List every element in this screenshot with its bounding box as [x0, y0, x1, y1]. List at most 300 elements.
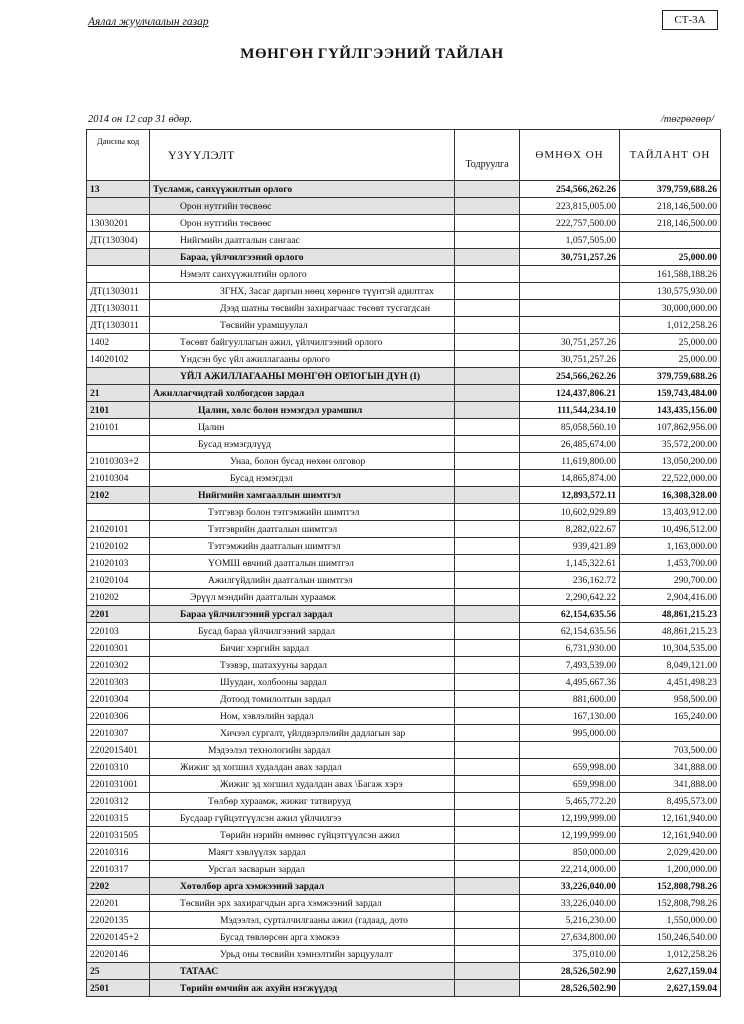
row-code-cell: 22010302	[87, 657, 150, 674]
row-code-cell: 2501	[87, 980, 150, 997]
row-indicator-cell: Ном, хэвлэлийн зардал	[150, 708, 455, 725]
row-code-cell: ДТ(1303011	[87, 283, 150, 300]
row-previous-year-cell: 254,566,262.26	[520, 368, 620, 385]
row-indicator-cell: Бусад нэмэгдэл	[150, 470, 455, 487]
row-indicator-cell: Нийгмийн хамгааллын шимтгэл	[150, 487, 455, 504]
row-current-year-cell: 341,888.00	[620, 776, 721, 793]
row-indicator-cell: Урсгал засварын зардал	[150, 861, 455, 878]
table-row	[87, 929, 721, 946]
row-code-cell: 210101	[87, 419, 150, 436]
row-code-cell: 21020101	[87, 521, 150, 538]
row-note-cell	[455, 283, 520, 300]
row-code-cell: 21020103	[87, 555, 150, 572]
row-code-cell: 2202	[87, 878, 150, 895]
row-indicator-cell: Бусад төвлөрсөн арга хэмжээ	[150, 929, 455, 946]
row-current-year-cell: 1,163,000.00	[620, 538, 721, 555]
row-current-year-cell: 703,500.00	[620, 742, 721, 759]
row-code-cell: 21010304	[87, 470, 150, 487]
row-indicator-cell: Хичээл сургалт, үйлдвэрлэлийн дадлагын зар	[150, 725, 455, 742]
row-previous-year-cell: 4,495,667.36	[520, 674, 620, 691]
row-note-cell	[455, 878, 520, 895]
row-current-year-cell: 48,861,215.23	[620, 623, 721, 640]
row-note-cell	[455, 300, 520, 317]
table-row	[87, 215, 721, 232]
row-indicator-cell: Орон нутгийн төсвөөс	[150, 215, 455, 232]
currency-unit: /төгрөгөөр/	[660, 114, 714, 125]
table-row	[87, 844, 721, 861]
row-indicator-cell: Ажиллагчидтай холбогдсон зардал	[150, 385, 455, 402]
row-note-cell	[455, 793, 520, 810]
row-note-cell	[455, 963, 520, 980]
row-indicator-cell: Ажилгүйдлийн даатгалын шимтгэл	[150, 572, 455, 589]
table-row	[87, 436, 721, 453]
row-indicator-cell: Хөтөлбөр арга хэмжээний зардал	[150, 878, 455, 895]
table-row	[87, 895, 721, 912]
table-row	[87, 249, 721, 266]
row-note-cell	[455, 266, 520, 283]
table-row	[87, 980, 721, 997]
row-current-year-cell: 2,627,159.04	[620, 980, 721, 997]
row-current-year-cell: 10,496,512.00	[620, 521, 721, 538]
row-note-cell	[455, 538, 520, 555]
table-row	[87, 878, 721, 895]
row-note-cell	[455, 912, 520, 929]
row-current-year-cell: 159,743,484.00	[620, 385, 721, 402]
row-current-year-cell: 161,588,188.26	[620, 266, 721, 283]
row-indicator-cell: Үндсэн бус үйл ажиллагааны орлого	[150, 351, 455, 368]
row-code-cell	[87, 368, 150, 385]
report-date: 2014 он 12 сар 31 өдөр.	[88, 114, 193, 125]
row-current-year-cell: 379,759,688.26	[620, 368, 721, 385]
row-note-cell	[455, 640, 520, 657]
row-current-year-cell: 218,146,500.00	[620, 198, 721, 215]
row-note-cell	[455, 861, 520, 878]
row-note-cell	[455, 249, 520, 266]
table-row	[87, 181, 721, 198]
row-indicator-cell: Жижиг эд хогшил худалдан авах \Багаж хэрэ	[150, 776, 455, 793]
row-previous-year-cell: 85,058,560.10	[520, 419, 620, 436]
row-previous-year-cell: 167,130.00	[520, 708, 620, 725]
row-note-cell	[455, 555, 520, 572]
row-previous-year-cell: 7,493,539.00	[520, 657, 620, 674]
row-current-year-cell: 130,575,930.00	[620, 283, 721, 300]
row-indicator-cell: ЗГНХ, Засаг даргын нөөц хөрөнгө түүнтэй адилтгах	[150, 283, 455, 300]
row-note-cell	[455, 606, 520, 623]
row-code-cell: 22020145+2	[87, 929, 150, 946]
row-note-cell	[455, 810, 520, 827]
row-code-cell: 220103100​1	[87, 776, 150, 793]
row-previous-year-cell: 28,526,502.90	[520, 963, 620, 980]
row-code-cell: ДТ(1303011	[87, 300, 150, 317]
row-previous-year-cell: 11,619,800.00	[520, 453, 620, 470]
table-header-row	[87, 130, 721, 181]
table-row	[87, 912, 721, 929]
table-row	[87, 487, 721, 504]
column-header-current-year: ТАЙЛАНТ ОН	[620, 130, 721, 181]
row-current-year-cell: 165,240.00	[620, 708, 721, 725]
row-note-cell	[455, 402, 520, 419]
table-row	[87, 351, 721, 368]
row-indicator-cell: Бичиг хэргийн зардал	[150, 640, 455, 657]
row-note-cell	[455, 215, 520, 232]
row-code-cell: 220201	[87, 895, 150, 912]
row-code-cell: 22010317	[87, 861, 150, 878]
row-current-year-cell: 218,146,500.00	[620, 215, 721, 232]
row-current-year-cell	[620, 725, 721, 742]
row-code-cell	[87, 249, 150, 266]
row-indicator-cell: Төсөвт байгууллагын ажил, үйлчилгээний орлого	[150, 334, 455, 351]
row-previous-year-cell	[520, 300, 620, 317]
row-previous-year-cell: 659,998.00	[520, 776, 620, 793]
row-previous-year-cell: 939,421.89	[520, 538, 620, 555]
row-code-cell: 2101	[87, 402, 150, 419]
table-row	[87, 691, 721, 708]
form-code-box: СТ-3А	[662, 10, 718, 30]
row-indicator-cell: Бусдаар гүйцэтгүүлсэн ажил үйлчилгээ	[150, 810, 455, 827]
table-row	[87, 623, 721, 640]
row-previous-year-cell: 6,731,930.00	[520, 640, 620, 657]
row-code-cell: 2202015401	[87, 742, 150, 759]
row-current-year-cell: 1,200,000.00	[620, 861, 721, 878]
organization-name: Аялал жуулчлалын газар	[88, 16, 209, 28]
row-note-cell	[455, 334, 520, 351]
row-previous-year-cell: 12,893,572.11	[520, 487, 620, 504]
row-previous-year-cell: 5,216,230.00	[520, 912, 620, 929]
row-previous-year-cell: 30,751,257.26	[520, 351, 620, 368]
row-current-year-cell: 1,453,700.00	[620, 555, 721, 572]
row-note-cell	[455, 198, 520, 215]
table-row	[87, 759, 721, 776]
row-current-year-cell: 22,522,000.00	[620, 470, 721, 487]
row-current-year-cell: 8,495,573.00	[620, 793, 721, 810]
row-indicator-cell: Нийгмийн даатгалын сангаас	[150, 232, 455, 249]
row-note-cell	[455, 385, 520, 402]
row-current-year-cell: 2,627,159.04	[620, 963, 721, 980]
row-previous-year-cell: 8,282,022.67	[520, 521, 620, 538]
row-indicator-cell: Төсвийн урамшуулал	[150, 317, 455, 334]
row-note-cell	[455, 742, 520, 759]
row-indicator-cell: Мэдээлэл технологийн зардал	[150, 742, 455, 759]
table-row	[87, 810, 721, 827]
row-previous-year-cell: 12,199,999.00	[520, 810, 620, 827]
table-row	[87, 385, 721, 402]
row-current-year-cell: 10,304,535.00	[620, 640, 721, 657]
row-note-cell	[455, 674, 520, 691]
row-indicator-cell: Тээвэр, шатахууны зардал	[150, 657, 455, 674]
row-indicator-cell: Тусламж, санхүүжилтын орлого	[150, 181, 455, 198]
row-code-cell: 14020102	[87, 351, 150, 368]
row-note-cell	[455, 317, 520, 334]
row-previous-year-cell: 10,602,929.89	[520, 504, 620, 521]
row-indicator-cell: ҮЙЛ АЖИЛЛАГААНЫ МӨНГӨН ОРЛОГЫН ДҮН (I)	[150, 368, 455, 385]
table-row	[87, 555, 721, 572]
table-row	[87, 368, 721, 385]
row-current-year-cell: 143,435,156.00	[620, 402, 721, 419]
table-row	[87, 725, 721, 742]
table-row	[87, 266, 721, 283]
row-indicator-cell: Төрийн нэрийн өмнөөс гүйцэтгүүлсэн ажил	[150, 827, 455, 844]
row-previous-year-cell	[520, 317, 620, 334]
row-previous-year-cell: 1,145,322.61	[520, 555, 620, 572]
row-indicator-cell: Төсвийн эрх захирагчдын арга хэмжээний зардал	[150, 895, 455, 912]
row-indicator-cell: Жижиг эд хогшил худалдан авах зардал	[150, 759, 455, 776]
row-indicator-cell: Бараа, үйлчилгээний орлого	[150, 249, 455, 266]
row-note-cell	[455, 181, 520, 198]
row-previous-year-cell	[520, 283, 620, 300]
table-body	[87, 181, 721, 997]
row-previous-year-cell	[520, 266, 620, 283]
row-code-cell: 22010315	[87, 810, 150, 827]
table-row	[87, 946, 721, 963]
row-previous-year-cell: 12,199,999.00	[520, 827, 620, 844]
row-previous-year-cell: 236,162.72	[520, 572, 620, 589]
row-note-cell	[455, 419, 520, 436]
row-note-cell	[455, 827, 520, 844]
row-current-year-cell: 4,451,498.23	[620, 674, 721, 691]
table-row	[87, 334, 721, 351]
row-indicator-cell: Дотоод томилолтын зардал	[150, 691, 455, 708]
row-note-cell	[455, 436, 520, 453]
column-header-code: Дансны код	[87, 130, 150, 181]
row-code-cell: 210202	[87, 589, 150, 606]
row-current-year-cell: 13,403,912.00	[620, 504, 721, 521]
row-indicator-cell: Унаа, болон бусад нөхөн олговор	[150, 453, 455, 470]
row-note-cell	[455, 895, 520, 912]
row-note-cell	[455, 232, 520, 249]
table-row	[87, 504, 721, 521]
column-header-note: Тодруулга	[455, 130, 520, 181]
row-current-year-cell: 35,572,200.00	[620, 436, 721, 453]
table-row	[87, 657, 721, 674]
row-note-cell	[455, 487, 520, 504]
row-note-cell	[455, 623, 520, 640]
row-code-cell	[87, 504, 150, 521]
row-current-year-cell: 1,550,000.00	[620, 912, 721, 929]
row-note-cell	[455, 351, 520, 368]
row-code-cell: 13	[87, 181, 150, 198]
row-previous-year-cell: 27,634,800.00	[520, 929, 620, 946]
row-previous-year-cell: 22,214,000.00	[520, 861, 620, 878]
table-row	[87, 300, 721, 317]
row-previous-year-cell: 26,485,674.00	[520, 436, 620, 453]
row-current-year-cell: 2,904,416.00	[620, 589, 721, 606]
row-previous-year-cell: 995,000.00	[520, 725, 620, 742]
row-note-cell	[455, 521, 520, 538]
row-current-year-cell: 152,808,798.26	[620, 878, 721, 895]
table-row	[87, 640, 721, 657]
row-current-year-cell: 30,000,000.00	[620, 300, 721, 317]
row-current-year-cell: 2,029,420.00	[620, 844, 721, 861]
row-current-year-cell: 25,000.00	[620, 334, 721, 351]
column-header-indicator: ҮЗҮҮЛЭЛТ	[150, 130, 455, 181]
row-current-year-cell: 958,500.00	[620, 691, 721, 708]
row-code-cell: ДТ(1303011	[87, 317, 150, 334]
row-previous-year-cell: 124,437,806.21	[520, 385, 620, 402]
row-current-year-cell: 1,012,258.26	[620, 317, 721, 334]
row-code-cell: 2201	[87, 606, 150, 623]
row-current-year-cell: 12,161,940.00	[620, 810, 721, 827]
row-code-cell	[87, 266, 150, 283]
row-note-cell	[455, 844, 520, 861]
report-title: МӨНГӨН ГҮЙЛГЭЭНИЙ ТАЙЛАН	[240, 46, 504, 62]
row-previous-year-cell: 33,226,040.00	[520, 878, 620, 895]
row-previous-year-cell	[520, 742, 620, 759]
row-previous-year-cell: 254,566,262.26	[520, 181, 620, 198]
row-code-cell: 22010312	[87, 793, 150, 810]
row-previous-year-cell: 1,057,505.00	[520, 232, 620, 249]
row-code-cell: 2201031505	[87, 827, 150, 844]
row-note-cell	[455, 759, 520, 776]
row-indicator-cell: Тэтгэвэр болон тэтгэмжийн шимтгэл	[150, 504, 455, 521]
table-row	[87, 470, 721, 487]
row-note-cell	[455, 776, 520, 793]
row-indicator-cell: Мэдээлэл, сурталчилгааны ажил (гадаад, дото	[150, 912, 455, 929]
row-current-year-cell: 13,050,200.00	[620, 453, 721, 470]
table-row	[87, 674, 721, 691]
row-indicator-cell: Бараа үйлчилгээний урсгал зардал	[150, 606, 455, 623]
row-current-year-cell: 152,808,798.26	[620, 895, 721, 912]
table-row	[87, 589, 721, 606]
row-note-cell	[455, 980, 520, 997]
row-previous-year-cell: 28,526,502.90	[520, 980, 620, 997]
row-current-year-cell: 12,161,940.00	[620, 827, 721, 844]
table-row	[87, 963, 721, 980]
row-previous-year-cell: 5,465,772.20	[520, 793, 620, 810]
row-current-year-cell: 25,000.00	[620, 351, 721, 368]
row-code-cell	[87, 198, 150, 215]
row-indicator-cell: Цалин	[150, 419, 455, 436]
row-previous-year-cell: 62,154,635.56	[520, 623, 620, 640]
row-previous-year-cell: 881,600.00	[520, 691, 620, 708]
row-code-cell: 22010306	[87, 708, 150, 725]
row-current-year-cell: 290,700.00	[620, 572, 721, 589]
column-header-previous-year: ӨМНӨХ ОН	[520, 130, 620, 181]
row-code-cell: 21010303+2	[87, 453, 150, 470]
row-indicator-cell: Бусад бараа үйлчилгээний зардал	[150, 623, 455, 640]
table-row	[87, 232, 721, 249]
row-indicator-cell: Тэтгэврийн даатгалын шимтгэл	[150, 521, 455, 538]
table-row	[87, 419, 721, 436]
row-indicator-cell: Урьд оны төсвийн хэмнэлтийн зарцуулалт	[150, 946, 455, 963]
row-note-cell	[455, 368, 520, 385]
row-code-cell: 25	[87, 963, 150, 980]
row-previous-year-cell: 111,544,234.10	[520, 402, 620, 419]
row-indicator-cell: Тэтгэмжийн даатгалын шимтгэл	[150, 538, 455, 555]
row-previous-year-cell: 14,865,874.00	[520, 470, 620, 487]
row-indicator-cell: Төрийн өмчийн аж ахуйн нэгжүүдэд	[150, 980, 455, 997]
row-indicator-cell: Орон нутгийн төсвөөс	[150, 198, 455, 215]
row-indicator-cell: Төлбөр хураамж, жижиг татвирууд	[150, 793, 455, 810]
row-indicator-cell: Цалин, хөлс болон нэмэгдэл урамшил	[150, 402, 455, 419]
row-code-cell: 21020104	[87, 572, 150, 589]
row-previous-year-cell: 30,751,257.26	[520, 334, 620, 351]
row-code-cell: 22010304	[87, 691, 150, 708]
table-row	[87, 402, 721, 419]
row-code-cell: 22010310	[87, 759, 150, 776]
row-indicator-cell: Дээд шатны төсвийн захирагчаас төсөвт тусгагдсан	[150, 300, 455, 317]
row-code-cell: 22010316	[87, 844, 150, 861]
row-current-year-cell: 107,862,956.00	[620, 419, 721, 436]
row-previous-year-cell: 33,226,040.00	[520, 895, 620, 912]
table-row	[87, 776, 721, 793]
row-code-cell: 220103	[87, 623, 150, 640]
row-code-cell: 22010303	[87, 674, 150, 691]
row-note-cell	[455, 470, 520, 487]
row-note-cell	[455, 725, 520, 742]
row-indicator-cell: Маягт хэвлүүлэх зардал	[150, 844, 455, 861]
row-code-cell: 22020135	[87, 912, 150, 929]
row-note-cell	[455, 504, 520, 521]
row-previous-year-cell: 850,000.00	[520, 844, 620, 861]
row-code-cell: 13030201	[87, 215, 150, 232]
table-row	[87, 283, 721, 300]
row-indicator-cell: ТАТААС	[150, 963, 455, 980]
row-code-cell: 21020102	[87, 538, 150, 555]
row-previous-year-cell: 659,998.00	[520, 759, 620, 776]
row-previous-year-cell: 375,010.00	[520, 946, 620, 963]
row-indicator-cell: ҮОМШ өвчний даатгалын шимтгэл	[150, 555, 455, 572]
row-previous-year-cell: 222,757,500.00	[520, 215, 620, 232]
row-current-year-cell: 341,888.00	[620, 759, 721, 776]
row-note-cell	[455, 691, 520, 708]
table-row	[87, 538, 721, 555]
row-code-cell: ДТ(130304)	[87, 232, 150, 249]
row-current-year-cell: 150,246,540.00	[620, 929, 721, 946]
row-code-cell: 21	[87, 385, 150, 402]
row-current-year-cell: 1,012,258.26	[620, 946, 721, 963]
row-code-cell: 22010307	[87, 725, 150, 742]
table-row	[87, 572, 721, 589]
table-row	[87, 606, 721, 623]
table-row	[87, 198, 721, 215]
row-note-cell	[455, 453, 520, 470]
row-code-cell: 22010301	[87, 640, 150, 657]
table-row	[87, 453, 721, 470]
row-current-year-cell: 8,049,121.00	[620, 657, 721, 674]
row-code-cell: 2102	[87, 487, 150, 504]
row-note-cell	[455, 589, 520, 606]
table-row	[87, 827, 721, 844]
row-current-year-cell: 16,308,328.00	[620, 487, 721, 504]
row-previous-year-cell: 62,154,635.56	[520, 606, 620, 623]
row-code-cell: 22020146	[87, 946, 150, 963]
row-indicator-cell: Бусад нэмэгдлүүд	[150, 436, 455, 453]
row-current-year-cell: 379,759,688.26	[620, 181, 721, 198]
row-note-cell	[455, 929, 520, 946]
row-current-year-cell: 48,861,215.23	[620, 606, 721, 623]
table-row	[87, 742, 721, 759]
table-row	[87, 521, 721, 538]
row-previous-year-cell: 2,290,642.22	[520, 589, 620, 606]
row-note-cell	[455, 657, 520, 674]
row-indicator-cell: Нэмэлт санхүүжилтийн орлого	[150, 266, 455, 283]
table-row	[87, 708, 721, 725]
row-note-cell	[455, 572, 520, 589]
row-current-year-cell: 25,000.00	[620, 249, 721, 266]
row-indicator-cell: Эрүүл мэндийн даатгалын хураамж	[150, 589, 455, 606]
row-note-cell	[455, 708, 520, 725]
row-previous-year-cell: 30,751,257.26	[520, 249, 620, 266]
row-code-cell: 1402	[87, 334, 150, 351]
cash-flow-table	[86, 129, 721, 997]
table-row	[87, 793, 721, 810]
row-indicator-cell: Шуудан, холбооны зардал	[150, 674, 455, 691]
row-previous-year-cell: 223,815,005.00	[520, 198, 620, 215]
row-note-cell	[455, 946, 520, 963]
table-row	[87, 317, 721, 334]
row-code-cell	[87, 436, 150, 453]
row-current-year-cell	[620, 232, 721, 249]
